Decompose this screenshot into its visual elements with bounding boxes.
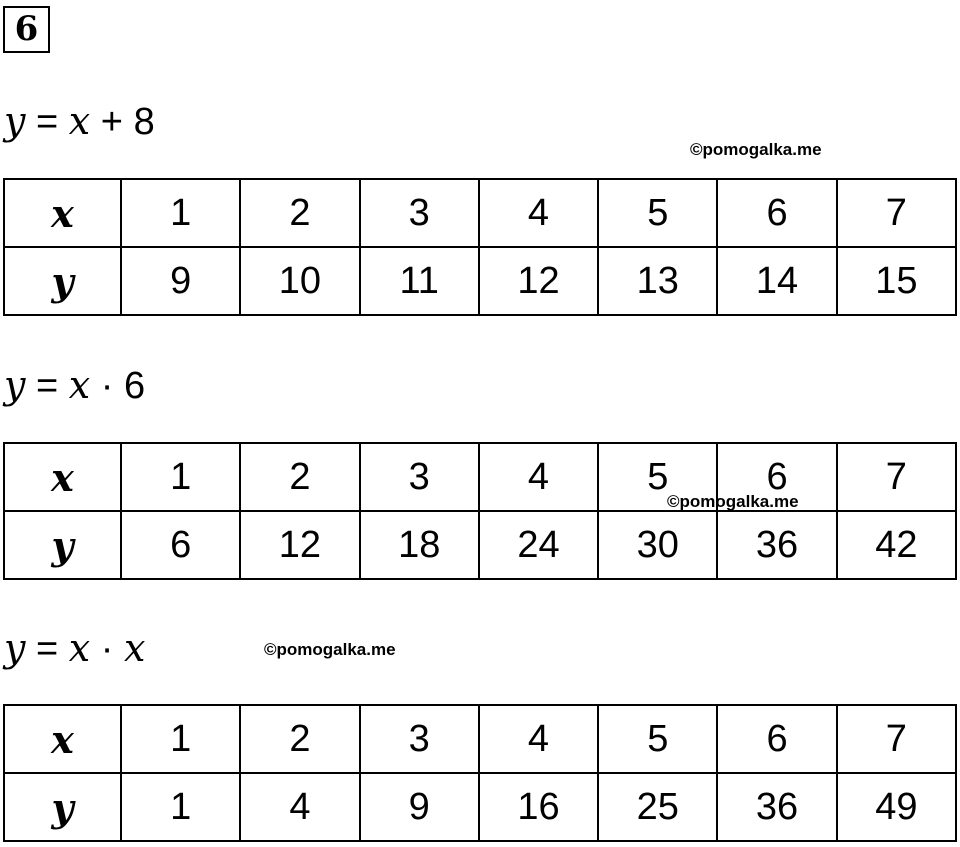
- formula-2: [4, 363, 145, 408]
- x-cell: 5: [598, 705, 717, 773]
- y-cell: 6: [121, 511, 240, 579]
- formula-2-eq: =: [36, 365, 59, 407]
- x-cell: 5: [598, 179, 717, 247]
- x-cell: 3: [360, 705, 479, 773]
- x-cell: 2: [240, 179, 359, 247]
- y-cell: 4: [240, 773, 359, 841]
- y-header: y: [4, 773, 121, 841]
- x-header: x: [4, 443, 121, 511]
- y-cell: 16: [479, 773, 598, 841]
- x-header: x: [4, 705, 121, 773]
- y-cell: 14: [717, 247, 836, 315]
- x-cell: 3: [360, 179, 479, 247]
- y-cell: 15: [837, 247, 956, 315]
- formula-1-eq: =: [36, 101, 59, 143]
- formula-2-lhs: y: [4, 363, 26, 407]
- values-table-2: [3, 442, 957, 580]
- y-header: y: [4, 247, 121, 315]
- formula-1-op: +: [100, 101, 123, 143]
- x-cell: 4: [479, 443, 598, 511]
- table-row-y: [4, 511, 956, 579]
- x-cell: 1: [121, 443, 240, 511]
- x-cell: 4: [479, 179, 598, 247]
- values-table-1: [3, 178, 957, 316]
- watermark-2: ©pomogalka.me: [667, 492, 799, 511]
- y-cell: 42: [837, 511, 956, 579]
- x-cell: 7: [837, 179, 956, 247]
- y-cell: 24: [479, 511, 598, 579]
- y-cell: 9: [121, 247, 240, 315]
- y-cell: 30: [598, 511, 717, 579]
- x-cell: 6: [717, 705, 836, 773]
- x-cell: 2: [240, 705, 359, 773]
- y-cell: 36: [717, 511, 836, 579]
- table-row-y: [4, 247, 956, 315]
- formula-3-lhs: y: [4, 626, 26, 670]
- table-row-x: [4, 443, 956, 511]
- table-row-x: [4, 705, 956, 773]
- y-cell: 11: [360, 247, 479, 315]
- y-cell: 12: [479, 247, 598, 315]
- formula-3-a: x: [68, 626, 91, 670]
- task-number: 6: [3, 6, 50, 53]
- x-cell: 5: [598, 443, 717, 511]
- y-cell: 36: [717, 773, 836, 841]
- x-cell: 3: [360, 443, 479, 511]
- values-table-3: [3, 704, 957, 842]
- y-cell: 25: [598, 773, 717, 841]
- x-cell: 1: [121, 705, 240, 773]
- y-cell: 9: [360, 773, 479, 841]
- formula-2-a: x: [68, 363, 91, 407]
- formula-2-op: ·: [100, 365, 114, 407]
- y-cell: 13: [598, 247, 717, 315]
- formula-1-a: x: [68, 99, 91, 143]
- formula-3-op: ·: [100, 628, 114, 670]
- x-header: x: [4, 179, 121, 247]
- table-row-x: [4, 179, 956, 247]
- formula-1: [4, 99, 155, 144]
- table-row-y: [4, 773, 956, 841]
- y-cell: 12: [240, 511, 359, 579]
- x-cell: 4: [479, 705, 598, 773]
- formula-2-b: 6: [124, 365, 146, 407]
- formula-1-lhs: y: [4, 99, 26, 143]
- x-cell: 1: [121, 179, 240, 247]
- x-cell: 2: [240, 443, 359, 511]
- formula-3-eq: =: [36, 628, 59, 670]
- x-cell: 6: [717, 443, 836, 511]
- formula-3-b: x: [124, 626, 146, 670]
- y-cell: 1: [121, 773, 240, 841]
- x-cell: 7: [837, 443, 956, 511]
- x-cell: 7: [837, 705, 956, 773]
- x-cell: 6: [717, 179, 836, 247]
- y-cell: 18: [360, 511, 479, 579]
- watermark-3: ©pomogalka.me: [264, 640, 396, 659]
- formula-1-b: 8: [133, 101, 155, 143]
- formula-3: [4, 626, 145, 671]
- y-cell: 49: [837, 773, 956, 841]
- y-cell: 10: [240, 247, 359, 315]
- watermark-1: ©pomogalka.me: [690, 140, 822, 159]
- y-header: y: [4, 511, 121, 579]
